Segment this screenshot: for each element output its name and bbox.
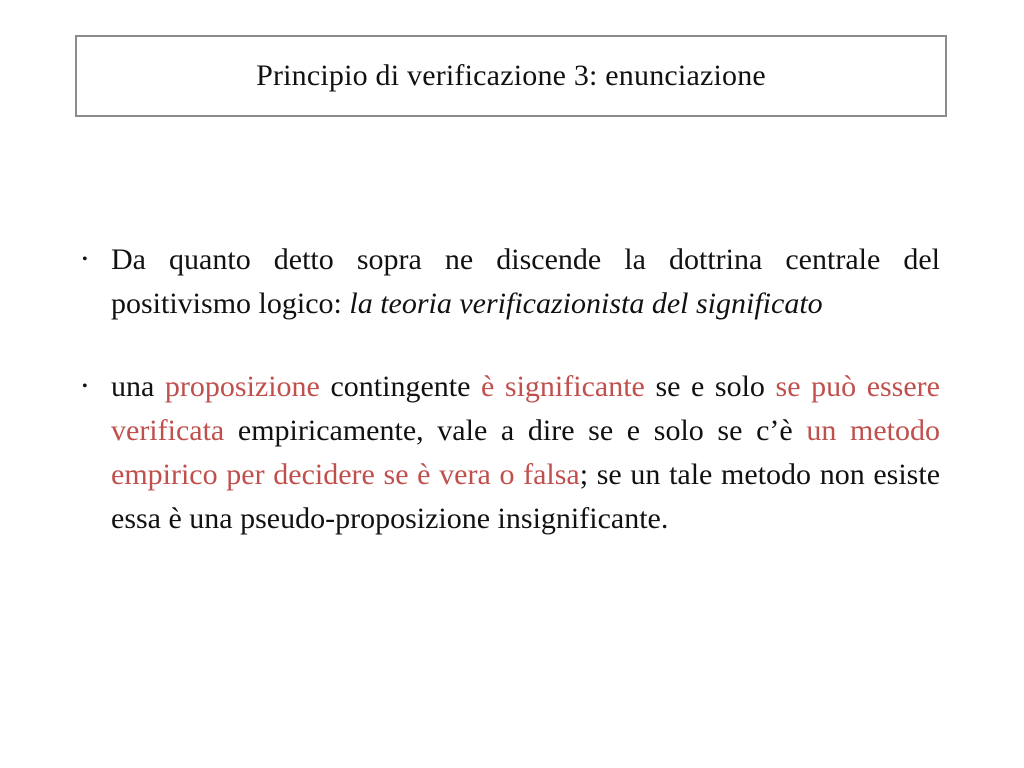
- slide-title: Principio di verificazione 3: enunciazione: [256, 59, 766, 92]
- highlight-verificata: se può essere verificata: [111, 370, 940, 447]
- bullet-item: [82, 238, 940, 326]
- highlight-significante: è significante: [481, 370, 645, 403]
- bullet-text-segment: empiricamente, vale a dire se e solo se c’è: [224, 414, 807, 447]
- bullet-text-segment: se e solo: [644, 370, 776, 403]
- bullet-text-segment: Da quanto detto sopra ne discende la dottrina centrale del positivismo logico:: [111, 243, 940, 320]
- bullet-italic-term: la teoria verificazionista del significato: [349, 287, 823, 320]
- bullet-text-segment: una: [111, 370, 165, 403]
- title-box: [75, 35, 947, 117]
- bullet-list: [82, 238, 940, 541]
- highlight-metodo-empirico: un metodo empirico per decidere se è vera o falsa: [111, 414, 940, 491]
- bullet-item: [82, 365, 940, 541]
- bullet-dot-icon: •: [82, 378, 88, 395]
- bullet-text-segment: contingente: [319, 370, 481, 403]
- bullet-text-segment: ; se un tale metodo non esiste essa è una pseudo-proposizione insignificante.: [111, 458, 941, 535]
- highlight-proposizione: proposizione: [164, 370, 320, 403]
- bullet-dot-icon: •: [82, 251, 88, 268]
